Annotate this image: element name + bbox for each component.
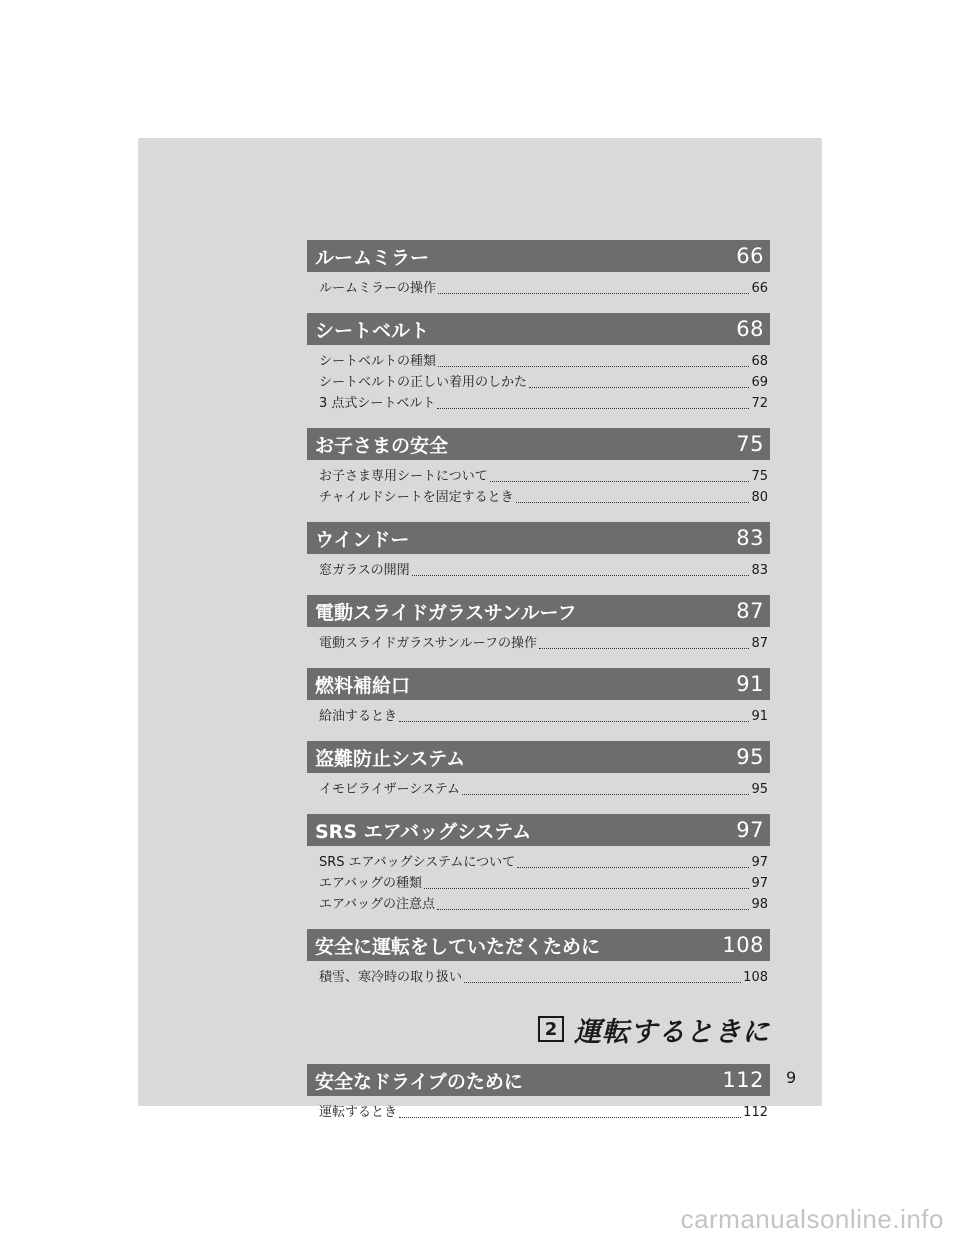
section-header[interactable] bbox=[307, 240, 770, 272]
dot-leader bbox=[424, 887, 749, 889]
section-header[interactable] bbox=[307, 741, 770, 773]
section-page: 66 bbox=[736, 244, 764, 268]
page-number: 9 bbox=[786, 1068, 797, 1087]
dot-leader bbox=[516, 501, 750, 503]
toc-entry[interactable] bbox=[319, 967, 768, 988]
section-title: ルームミラー bbox=[315, 246, 430, 269]
entry-page: 87 bbox=[751, 636, 768, 651]
entry-page: 112 bbox=[743, 1105, 768, 1120]
entry-title: 給油するとき bbox=[319, 709, 398, 724]
entry-list bbox=[307, 1096, 770, 1137]
section-title: お子さまの安全 bbox=[315, 434, 449, 457]
dot-leader bbox=[437, 407, 749, 409]
dot-leader bbox=[529, 386, 749, 388]
entry-title: イモビライザーシステム bbox=[319, 782, 461, 797]
section-header[interactable] bbox=[307, 668, 770, 700]
entry-page: 68 bbox=[751, 354, 768, 369]
dot-leader bbox=[539, 647, 750, 649]
entry-title: シートベルトの種類 bbox=[319, 354, 437, 369]
toc-part-2 bbox=[307, 1064, 770, 1137]
entry-title: 運転するとき bbox=[319, 1105, 398, 1120]
section-title: ウインドー bbox=[315, 528, 410, 551]
section-page: 87 bbox=[736, 599, 764, 623]
dot-leader bbox=[437, 908, 749, 910]
section-page: 112 bbox=[722, 1068, 764, 1092]
section-page: 108 bbox=[722, 933, 764, 957]
dot-leader bbox=[399, 720, 749, 722]
toc-entry[interactable] bbox=[319, 779, 768, 800]
section-header[interactable] bbox=[307, 595, 770, 627]
section-header[interactable] bbox=[307, 929, 770, 961]
toc-entry[interactable] bbox=[319, 560, 768, 581]
entry-title: エアバッグの注意点 bbox=[319, 897, 435, 912]
dot-leader bbox=[438, 365, 749, 367]
dot-leader bbox=[464, 981, 741, 983]
entry-list bbox=[307, 846, 770, 929]
chapter-title: 運転するときに bbox=[574, 1016, 770, 1048]
section-header[interactable] bbox=[307, 814, 770, 846]
entry-page: 69 bbox=[751, 375, 768, 390]
entry-page: 72 bbox=[751, 396, 768, 411]
toc-entry[interactable] bbox=[319, 372, 768, 393]
entry-list bbox=[307, 627, 770, 668]
dot-leader bbox=[517, 866, 749, 868]
entry-title: 3 点式シートベルト bbox=[319, 396, 436, 411]
table-of-contents bbox=[307, 240, 770, 1137]
section-page: 68 bbox=[736, 317, 764, 341]
entry-page: 91 bbox=[751, 709, 768, 724]
section-page: 75 bbox=[736, 432, 764, 456]
dot-leader bbox=[490, 480, 750, 482]
dot-leader bbox=[399, 1116, 741, 1118]
dot-leader bbox=[462, 793, 749, 795]
toc-entry[interactable] bbox=[319, 633, 768, 654]
toc-part-1 bbox=[307, 240, 770, 1002]
entry-page: 97 bbox=[751, 855, 768, 870]
entry-page: 66 bbox=[751, 281, 768, 296]
section-title: SRS エアバッグシステム bbox=[315, 820, 532, 843]
section-title: 盗難防止システム bbox=[315, 747, 466, 770]
section-title: 電動スライドガラスサンルーフ bbox=[315, 601, 577, 624]
entry-title: シートベルトの正しい着用のしかた bbox=[319, 375, 528, 390]
entry-list bbox=[307, 773, 770, 814]
dot-leader bbox=[412, 574, 750, 576]
entry-title: SRS エアバッグシステムについて bbox=[319, 855, 516, 870]
entry-title: 窓ガラスの開閉 bbox=[319, 563, 410, 578]
toc-entry[interactable] bbox=[319, 393, 768, 414]
entry-title: エアバッグの種類 bbox=[319, 876, 422, 891]
toc-entry[interactable] bbox=[319, 466, 768, 487]
entry-list bbox=[307, 460, 770, 522]
toc-entry[interactable] bbox=[319, 706, 768, 727]
toc-entry[interactable] bbox=[319, 873, 768, 894]
toc-entry[interactable] bbox=[319, 278, 768, 299]
section-title: 安全なドライブのために bbox=[315, 1070, 523, 1093]
entry-page: 80 bbox=[751, 490, 768, 505]
dot-leader bbox=[438, 292, 749, 294]
chapter-number-box: 2 bbox=[538, 1016, 564, 1042]
watermark: carmanualsonline.info bbox=[680, 1204, 944, 1234]
section-page: 83 bbox=[736, 526, 764, 550]
entry-title: お子さま専用シートについて bbox=[319, 469, 488, 484]
entry-page: 98 bbox=[751, 897, 768, 912]
entry-list bbox=[307, 554, 770, 595]
section-header[interactable] bbox=[307, 313, 770, 345]
section-title: 燃料補給口 bbox=[315, 674, 411, 697]
entry-title: 電動スライドガラスサンルーフの操作 bbox=[319, 636, 537, 651]
toc-entry[interactable] bbox=[319, 852, 768, 873]
entry-page: 108 bbox=[743, 970, 768, 985]
entry-page: 95 bbox=[751, 782, 768, 797]
entry-list bbox=[307, 700, 770, 741]
section-title: 安全に運転をしていただくために bbox=[315, 935, 601, 958]
entry-page: 97 bbox=[751, 876, 768, 891]
section-title: シートベルト bbox=[315, 319, 430, 342]
toc-entry[interactable] bbox=[319, 351, 768, 372]
section-page: 97 bbox=[736, 818, 764, 842]
entry-title: ルームミラーの操作 bbox=[319, 281, 437, 296]
toc-entry[interactable] bbox=[319, 487, 768, 508]
section-page: 95 bbox=[736, 745, 764, 769]
section-header[interactable] bbox=[307, 428, 770, 460]
toc-entry[interactable] bbox=[319, 1102, 768, 1123]
entry-list bbox=[307, 345, 770, 428]
toc-entry[interactable] bbox=[319, 894, 768, 915]
entry-page: 83 bbox=[751, 563, 768, 578]
entry-list bbox=[307, 272, 770, 313]
section-header[interactable] bbox=[307, 1064, 770, 1096]
entry-page: 75 bbox=[751, 469, 768, 484]
chapter-heading bbox=[307, 1006, 770, 1052]
entry-list bbox=[307, 961, 770, 1002]
section-header[interactable] bbox=[307, 522, 770, 554]
section-page: 91 bbox=[736, 672, 764, 696]
entry-title: 積雪、寒冷時の取り扱い bbox=[319, 970, 463, 985]
entry-title: チャイルドシートを固定するとき bbox=[319, 490, 514, 505]
